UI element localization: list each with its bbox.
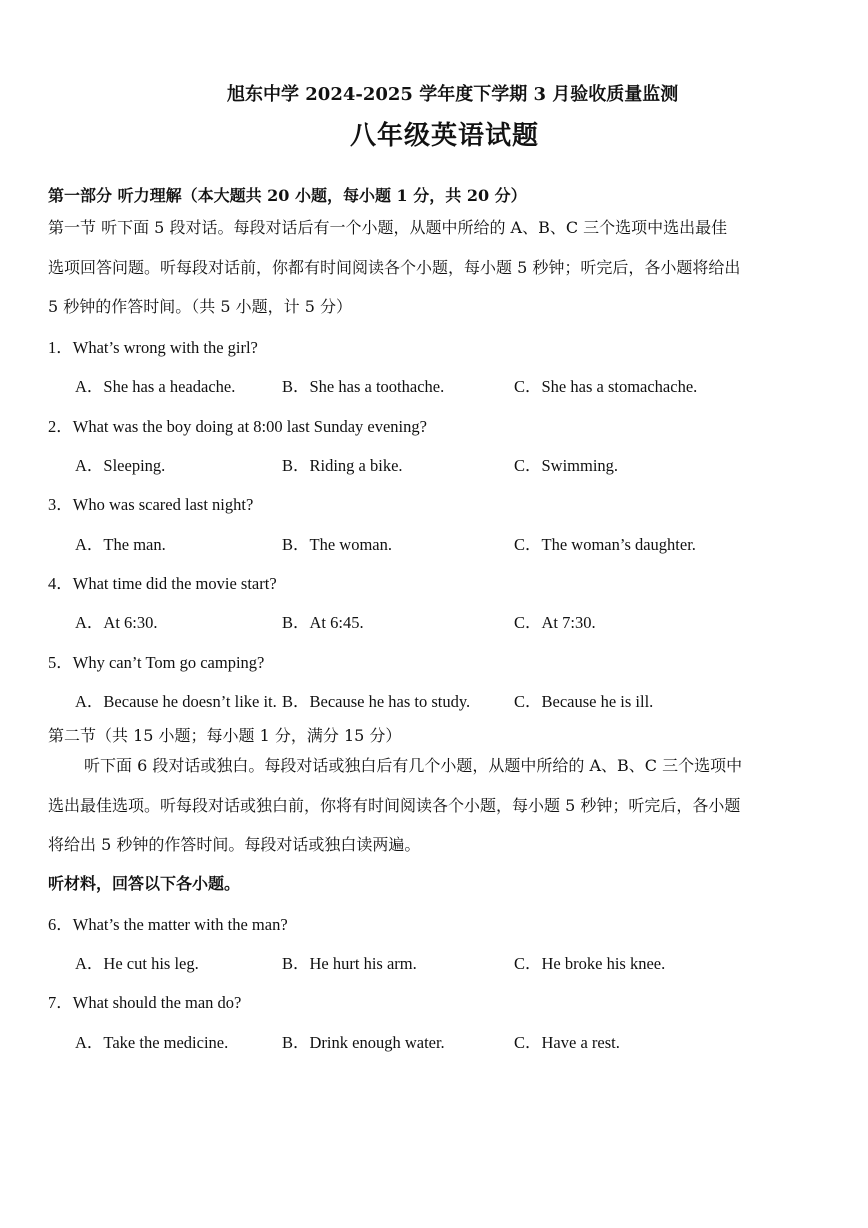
question-7: 7．What should the man do?: [48, 993, 242, 1012]
exam-header: 旭东中学 2024-2025 学年度下学期 3 月验收质量监测: [227, 84, 679, 105]
q6-option-b: B．He hurt his arm.: [282, 954, 417, 973]
question-3: 3．Who was scared last night?: [48, 495, 254, 514]
section2-line-3: 将给出 5 秒钟的作答时间。每段对话或独白读两遍。: [48, 835, 421, 854]
q6-option-a: A．He cut his leg.: [75, 954, 199, 973]
section2-line-2: 选出最佳选项。听每段对话或独白前，你将有时间阅读各个小题，每小题 5 秒钟；听完后，各小题: [48, 796, 741, 815]
q5-option-b: B．Because he has to study.: [282, 692, 471, 711]
q7-option-b: B．Drink enough water.: [282, 1033, 445, 1052]
question-5: 5．Why can’t Tom go camping?: [48, 653, 265, 672]
q7-option-c: C．Have a rest.: [514, 1033, 620, 1052]
part1-heading: 第一部分 听力理解（本大题共 20 小题，每小题 1 分，共 20 分）: [48, 186, 527, 205]
q1-option-c: C．She has a stomachache.: [514, 377, 698, 396]
q1-option-a: A．She has a headache.: [75, 377, 236, 396]
q1-option-b: B．She has a toothache.: [282, 377, 445, 396]
question-2: 2．What was the boy doing at 8:00 last Sunday evening?: [48, 417, 427, 436]
q4-option-c: C．At 7:30.: [514, 613, 596, 632]
section2-line-1: 听下面 6 段对话或独白。每段对话或独白后有几个小题，从题中所给的 A、B、C 三个选项中: [84, 756, 743, 775]
q5-option-c: C．Because he is ill.: [514, 692, 654, 711]
section1-line-3: 5 秒钟的作答时间。（共 5 小题，计 5 分）: [48, 297, 352, 316]
q4-option-b: B．At 6:45.: [282, 613, 364, 632]
q6-option-c: C．He broke his knee.: [514, 954, 666, 973]
question-1: 1．What’s wrong with the girl?: [48, 338, 258, 357]
q3-option-c: C．The woman’s daughter.: [514, 535, 696, 554]
section1-line-2: 选项回答问题。听每段对话前，你都有时间阅读各个小题，每小题 5 秒钟；听完后，各小题将给出: [48, 258, 741, 277]
q3-option-b: B．The woman.: [282, 535, 392, 554]
q7-option-a: A．Take the medicine.: [75, 1033, 229, 1052]
q2-option-a: A．Sleeping.: [75, 456, 166, 475]
question-4: 4．What time did the movie start?: [48, 574, 277, 593]
q4-option-a: A．At 6:30.: [75, 613, 158, 632]
section1-line-1: 第一节 听下面 5 段对话。每段对话后有一个小题，从题中所给的 A、B、C 三个选项中选出最佳: [48, 218, 728, 237]
exam-title: 八年级英语试题: [350, 121, 540, 151]
q3-option-a: A．The man.: [75, 535, 166, 554]
question-6: 6．What’s the matter with the man?: [48, 915, 288, 934]
q2-option-b: B．Riding a bike.: [282, 456, 403, 475]
q5-option-a: A．Because he doesn’t like it.: [75, 692, 277, 711]
listen-instruction: 听材料，回答以下各小题。: [48, 874, 241, 893]
q2-option-c: C．Swimming.: [514, 456, 619, 475]
section2-heading: 第二节（共 15 小题；每小题 1 分，满分 15 分）: [48, 726, 402, 745]
